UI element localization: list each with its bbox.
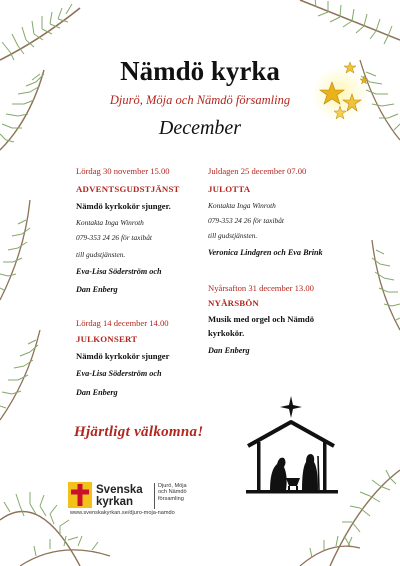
website-url: www.svenskakyrkan.se/djuro-moja-namdo bbox=[70, 510, 175, 516]
event-description: Nämdö kyrkokör sjunger bbox=[76, 350, 170, 361]
brand-name bbox=[96, 484, 143, 508]
event-julotta bbox=[208, 166, 358, 259]
event-description: Musik med orgel och Nämdö bbox=[208, 313, 314, 324]
event-date: Lördag 14 december 14.00 bbox=[76, 318, 169, 328]
brand-line: Svenska bbox=[96, 484, 143, 496]
event-name: JULOTTA bbox=[208, 183, 251, 194]
event-performers: Eva-Lisa Söderström och bbox=[76, 267, 162, 277]
event-phone: 079-353 24 26 för taxibåt bbox=[76, 232, 152, 242]
event-note: till gudstjänsten. bbox=[76, 249, 126, 259]
parish-line: och Nämdö bbox=[158, 489, 187, 496]
event-performers: Veronica Lindgren och Eva Brink bbox=[208, 248, 323, 258]
parish-name bbox=[158, 483, 187, 502]
event-date: Nyårsafton 31 december 13.00 bbox=[208, 283, 314, 293]
event-date: Lördag 30 november 15.00 bbox=[76, 166, 170, 176]
parish-line: församling bbox=[158, 495, 184, 502]
parish-subtitle: Djurö, Möja och Nämdö församling bbox=[109, 93, 291, 107]
event-performers: Eva-Lisa Söderström och bbox=[76, 369, 162, 379]
event-nyarsbon bbox=[208, 283, 358, 356]
event-note: till gudstjänsten. bbox=[208, 231, 258, 241]
event-performers: Dan Enberg bbox=[208, 346, 250, 356]
event-name: NYÅRSBÖN bbox=[208, 297, 259, 308]
event-name: ADVENTSGUDSTJÄNST bbox=[76, 183, 180, 194]
event-julkonsert bbox=[76, 318, 206, 398]
nativity-silhouette-icon bbox=[244, 394, 340, 498]
brand-line: kyrkan bbox=[96, 496, 134, 509]
event-contact: Kontakta Inga Winroth bbox=[76, 218, 144, 228]
event-name: JULKONSERT bbox=[76, 333, 138, 344]
event-contact: Kontakta Inga Winroth bbox=[208, 200, 276, 210]
event-date: Juldagen 25 december 07.00 bbox=[208, 166, 307, 176]
parish-line: Djurö, Möja bbox=[158, 483, 187, 489]
event-performers: Dan Enberg bbox=[76, 387, 118, 397]
welcome-message: Hjärtligt välkomna! bbox=[74, 424, 204, 440]
event-description: kyrkokör. bbox=[208, 328, 245, 339]
month-heading: December bbox=[158, 117, 242, 139]
event-advent bbox=[76, 166, 206, 296]
page-title: Nämdö kyrka bbox=[120, 56, 280, 86]
logo-divider bbox=[154, 483, 155, 509]
church-cross-logo-icon bbox=[68, 482, 92, 508]
event-description: Nämdö kyrkokör sjunger. bbox=[76, 200, 171, 211]
event-performers: Dan Enberg bbox=[76, 285, 118, 295]
event-phone: 079-353 24 26 för taxibåt bbox=[208, 215, 284, 225]
